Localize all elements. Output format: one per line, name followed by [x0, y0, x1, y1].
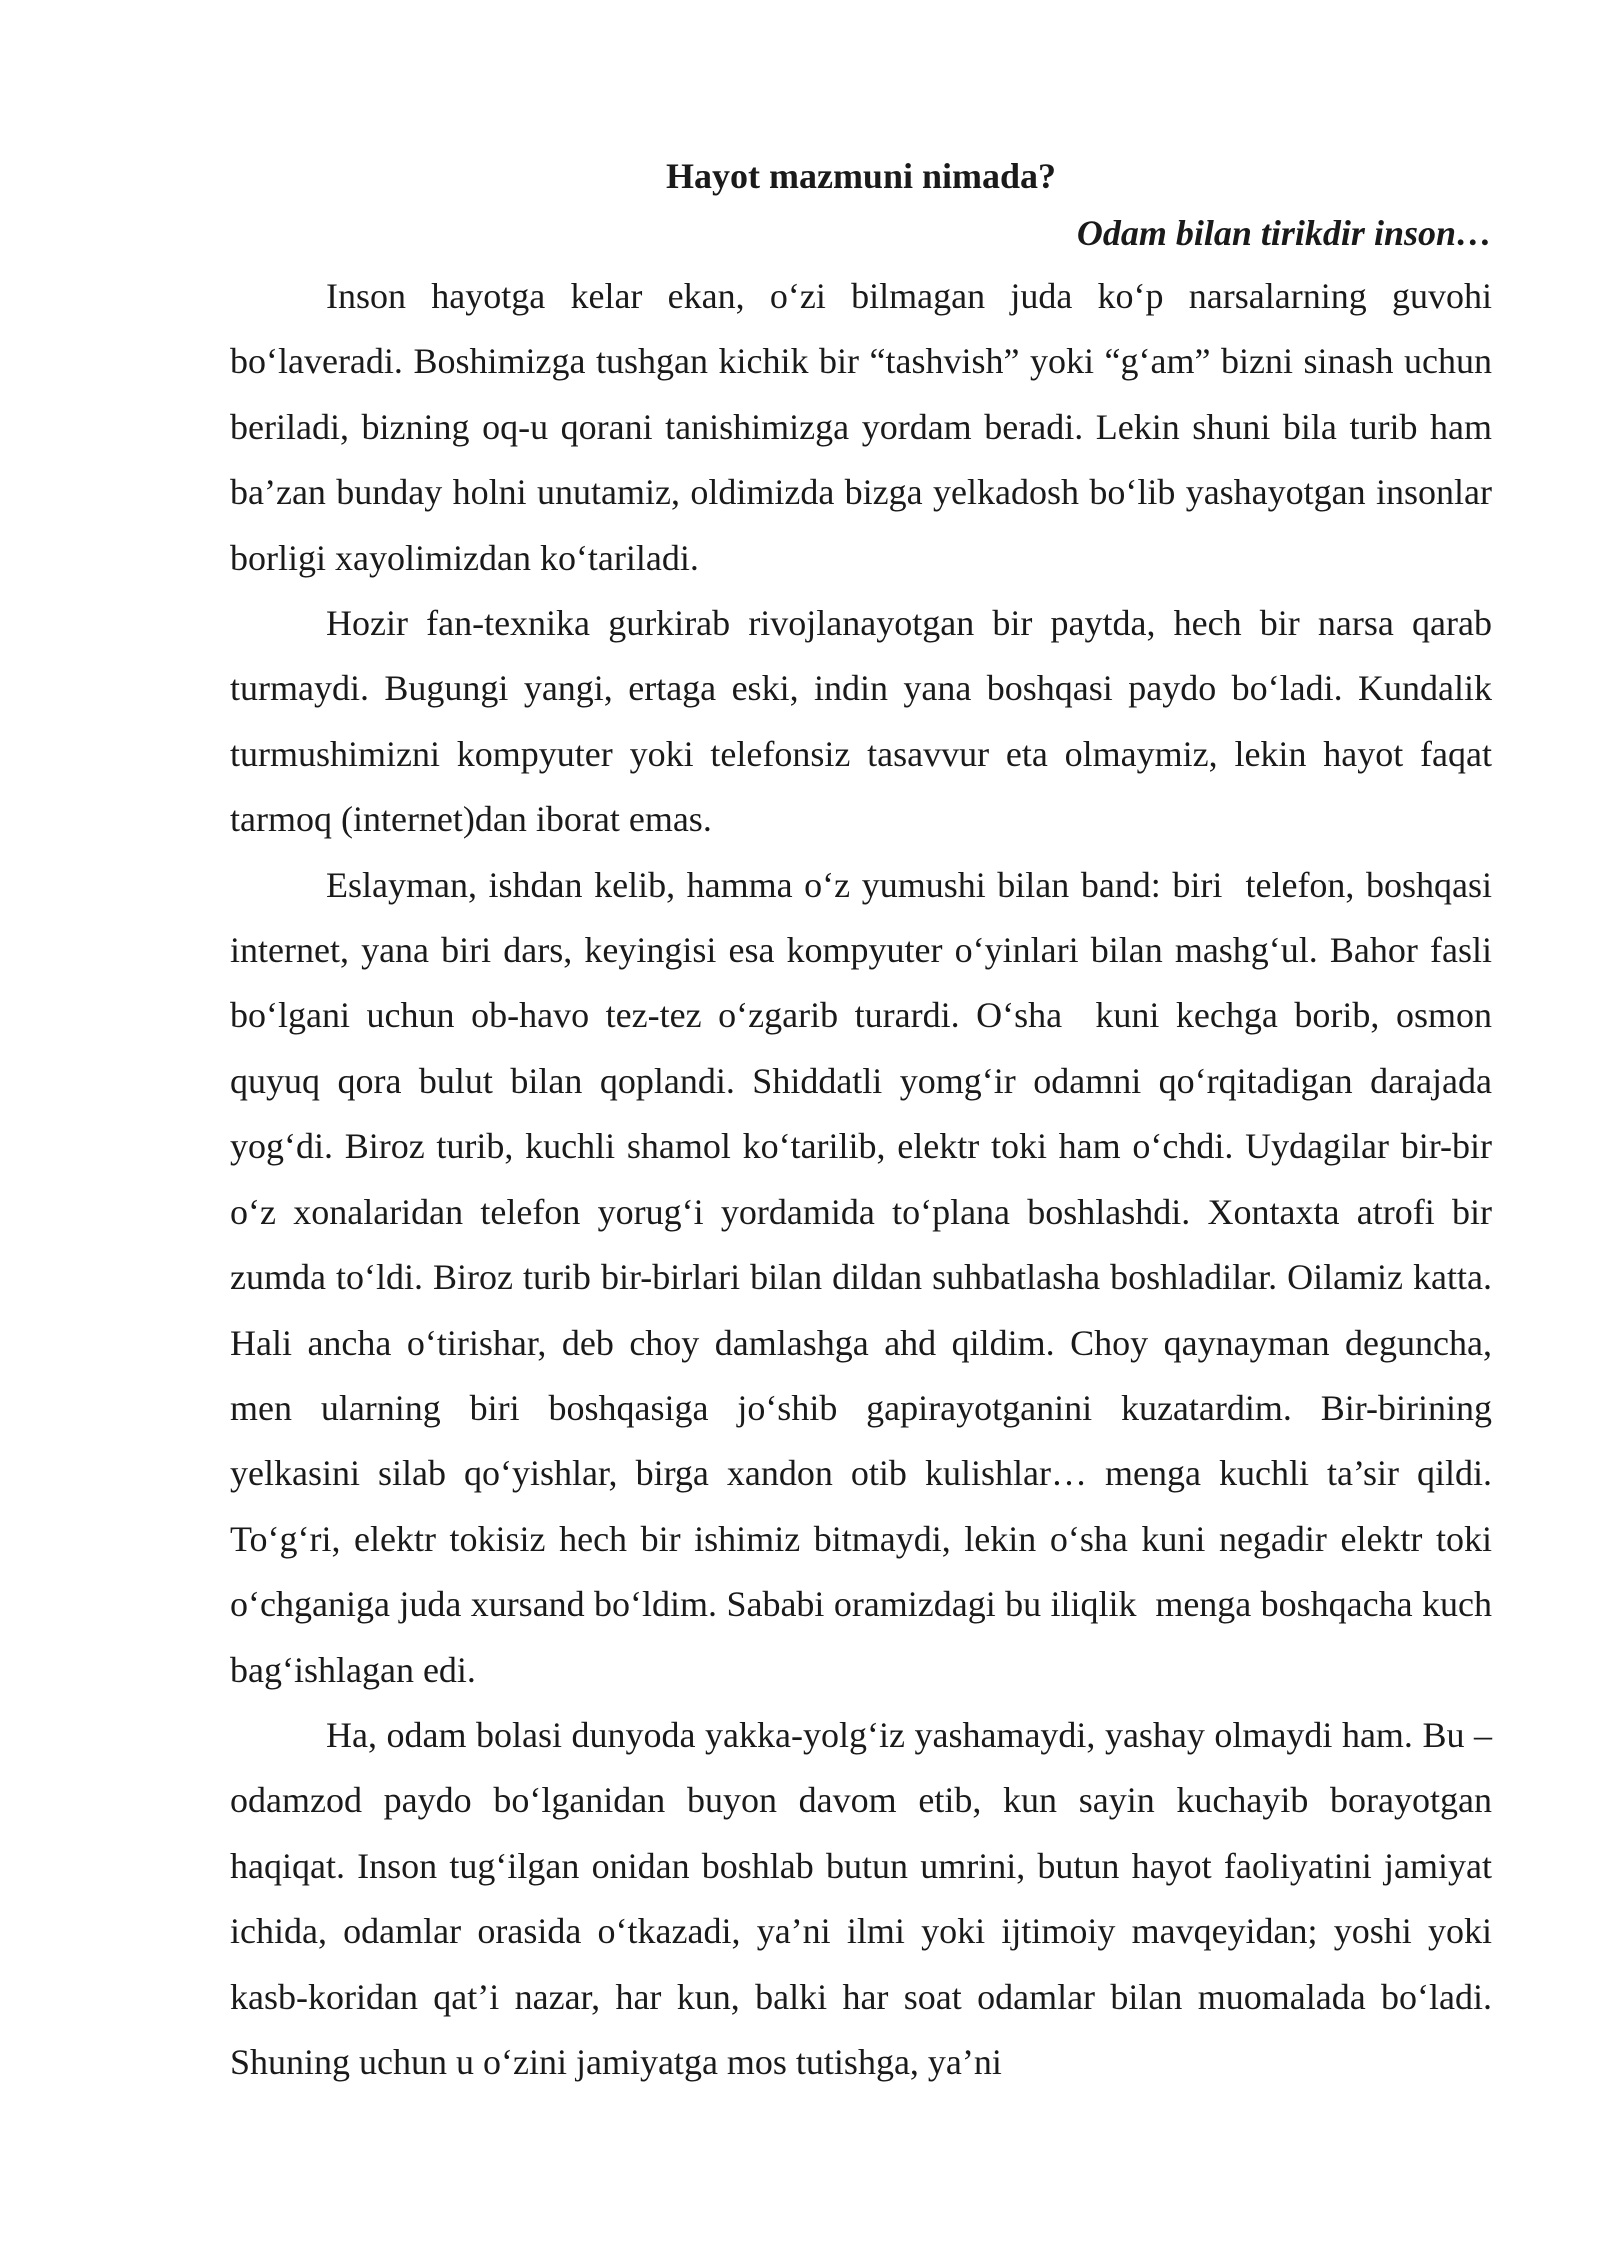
paragraph-2: Hozir fan-texnika gurkirab rivojlanayotgan bir paytda, hech bir narsa qarab turmaydi. Bugungi yangi, ertaga eski, indin yana boshqasi paydo bo‘ladi. Kundalik turmushimizni kompyuter yoki telefonsiz tasavvur eta olmaymiz, lekin hayot faqat tarmoq (internet)dan iborat emas.: [230, 603, 1501, 840]
paragraph-1: Inson hayotga kelar ekan, o‘zi bilmagan juda ko‘p narsalarning guvohi bo‘laveradi. Boshimizga tushgan kichik bir “tashvish” yoki “g‘am” bizni sinash uchun beriladi, bizning oq-u qorani tanishimizga yordam beradi. Lekin shuni bila turib ham ba’zan bunday holni unutamiz, oldimizda bizga yelkadosh bo‘lib yashayotgan insonlar borligi xayolimizdan ko‘tariladi.: [230, 276, 1501, 578]
paragraph-4: Ha, odam bolasi dunyoda yakka-yolg‘iz yashamaydi, yashay olmaydi ham. Bu – odamzod paydo bo‘lganidan buyon davom etib, kun sayin kuchayib borayotgan haqiqat. Inson tug‘ilgan onidan boshlab butun umrini, butun hayot faoliyatini jamiyat ichida, odamlar orasida o‘tkazadi, ya’ni ilmi yoki ijtimoiy mavqeyidan; yoshi yoki kasb-koridan qat’i nazar, har kun, balki har soat odamlar bilan muomalada bo‘ladi. Shuning uchun u o‘zini jamiyatga mos tutishga, ya’ni: [230, 1714, 1501, 2082]
document-page: [230, 150, 1501, 2095]
epigraph: Odam bilan tirikdir inson…: [1076, 213, 1492, 253]
paragraph-3: Eslayman, ishdan kelib, hamma o‘z yumushi bilan band: biri telefon, boshqasi internet, yana biri dars, keyingisi esa kompyuter o‘yinlari bilan mashg‘ul. Bahor fasli bo‘lgani uchun ob-havo tez-tez o‘zgarib turardi. O‘sha kuni kechga borib, osmon quyuq qora bulut bilan qoplandi. Shiddatli yomg‘ir odamni qo‘rqitadigan darajada yog‘di. Biroz turib, kuchli shamol ko‘tarilib, elektr toki ham o‘chdi. Uydagilar bir-bir o‘z xonalaridan telefon yorug‘i yordamida to‘plana boshlashdi. Xontaxta atrofi bir zumda to‘ldi. Biroz turib bir-birlari bilan dildan suhbatlasha boshladilar. Oilamiz katta. Hali ancha o‘tirishar, deb choy damlashga ahd qildim. Choy qaynayman deguncha, men ularning biri boshqasiga jo‘shib gapirayotganini kuzatardim. Bir-birining yelkasini silab qo‘yishlar, birga xandon otib kulishlar… menga kuchli ta’sir qildi. To‘g‘ri, elektr tokisiz hech bir ishimiz bitmaydi, lekin o‘sha kuni negadir elektr toki o‘chganiga juda xursand bo‘ldim. Sababi oramizdagi bu iliqlik menga boshqacha kuch bag‘ishlagan edi.: [230, 864, 1501, 1690]
document-title: Hayot mazmuni nimada?: [665, 156, 1057, 196]
